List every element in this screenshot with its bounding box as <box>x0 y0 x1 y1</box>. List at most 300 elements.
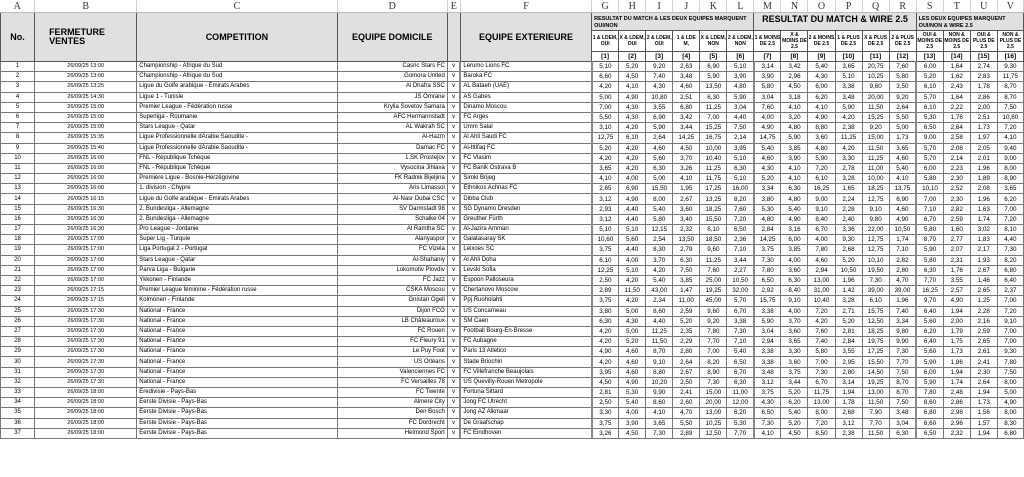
column-letter-e[interactable]: E <box>447 0 460 13</box>
odds-cell[interactable]: 9,00 <box>916 133 943 143</box>
odds-cell[interactable]: 2,52 <box>943 184 970 194</box>
odds-cell[interactable]: 10,50 <box>727 275 754 285</box>
odds-cell[interactable]: 6,90 <box>619 184 646 194</box>
column-letter-l[interactable]: L <box>727 0 754 13</box>
competition-cell[interactable]: Championship - Afrique du Sud <box>137 62 337 72</box>
match-number[interactable]: 3 <box>1 82 35 92</box>
odds-cell[interactable]: 5,60 <box>916 316 943 326</box>
table-row[interactable] <box>1 326 1024 336</box>
odds-cell[interactable]: 6,30 <box>673 255 700 265</box>
odds-cell[interactable]: 1,64 <box>943 92 970 102</box>
match-number[interactable]: 32 <box>1 377 35 387</box>
odds-cell[interactable]: 6,80 <box>997 428 1023 438</box>
odds-cell[interactable]: 4,30 <box>646 82 673 92</box>
table-row[interactable] <box>1 357 1024 367</box>
odds-cell[interactable]: 1,56 <box>970 408 997 418</box>
odds-cell[interactable]: 2,65 <box>970 286 997 296</box>
odds-cell[interactable]: 1,73 <box>889 133 916 143</box>
odds-cell[interactable]: 17,25 <box>862 347 889 357</box>
odds-cell[interactable]: 4,40 <box>646 316 673 326</box>
odds-cell[interactable]: 2,59 <box>970 326 997 336</box>
odds-cell[interactable]: 4,50 <box>673 143 700 153</box>
odds-cell[interactable]: 7,30 <box>889 347 916 357</box>
odds-cell[interactable]: 6,50 <box>754 408 781 418</box>
odds-cell[interactable]: 6,70 <box>727 306 754 316</box>
match-number[interactable]: 9 <box>1 143 35 153</box>
odds-cell[interactable]: 2,54 <box>646 235 673 245</box>
table-row[interactable] <box>1 265 1024 275</box>
away-team-cell[interactable]: AL Bataeh (UAE) <box>460 82 591 92</box>
column-letter-h[interactable]: H <box>619 0 646 13</box>
odds-cell[interactable]: 3,12 <box>592 194 619 204</box>
odds-cell[interactable]: 2,08 <box>943 143 970 153</box>
odds-cell[interactable]: 1,46 <box>970 275 997 285</box>
competition-cell[interactable]: FNL - République Tchèque <box>137 163 337 173</box>
odds-cell[interactable]: 8,70 <box>646 347 673 357</box>
odds-cell[interactable]: 2,78 <box>835 163 862 173</box>
odds-cell[interactable]: 5,90 <box>835 102 862 112</box>
odds-cell[interactable]: 4,00 <box>619 255 646 265</box>
odds-cell[interactable]: 5,90 <box>808 153 835 163</box>
odds-cell[interactable]: 16,75 <box>700 133 727 143</box>
odds-cell[interactable]: 3,14 <box>835 377 862 387</box>
odds-cell[interactable]: 1,94 <box>943 306 970 316</box>
away-team-cell[interactable]: FC Arges <box>460 112 591 122</box>
odds-cell[interactable]: 6,30 <box>727 377 754 387</box>
match-number[interactable]: 11 <box>1 163 35 173</box>
odds-cell[interactable]: 6,50 <box>754 275 781 285</box>
odds-cell[interactable]: 6,40 <box>997 275 1023 285</box>
home-team-cell[interactable]: FC Twente <box>337 388 447 398</box>
odds-cell[interactable]: 2,59 <box>943 214 970 224</box>
odds-cell[interactable]: 3,48 <box>835 92 862 102</box>
odds-cell[interactable]: 1,94 <box>835 388 862 398</box>
odds-cell[interactable]: 3,60 <box>808 133 835 143</box>
table-row[interactable] <box>1 184 1024 194</box>
column-letter-p[interactable]: P <box>835 0 862 13</box>
odds-cell[interactable]: 6,50 <box>727 225 754 235</box>
odds-cell[interactable]: 6,70 <box>808 225 835 235</box>
column-letter-u[interactable]: U <box>970 0 997 13</box>
odds-cell[interactable]: 10,60 <box>592 235 619 245</box>
odds-cell[interactable]: 2,32 <box>943 428 970 438</box>
odds-cell[interactable]: 3,65 <box>592 163 619 173</box>
odds-cell[interactable]: 1,94 <box>970 428 997 438</box>
vs-cell[interactable]: v <box>447 204 460 214</box>
table-row[interactable] <box>1 255 1024 265</box>
odds-cell[interactable]: 7,70 <box>889 357 916 367</box>
odds-cell[interactable]: 3,70 <box>781 316 808 326</box>
match-number[interactable]: 2 <box>1 72 35 82</box>
odds-cell[interactable]: 6,00 <box>808 82 835 92</box>
odds-cell[interactable]: 10,40 <box>808 296 835 306</box>
home-team-cell[interactable]: FC Versailles 78 <box>337 377 447 387</box>
odds-cell[interactable]: 6,20 <box>727 408 754 418</box>
away-team-cell[interactable]: Greuther Fürth <box>460 214 591 224</box>
odds-cell[interactable]: 7,00 <box>592 102 619 112</box>
odds-cell[interactable]: 2,82 <box>889 255 916 265</box>
odds-cell[interactable]: 3,90 <box>727 72 754 82</box>
odds-cell[interactable]: 3,02 <box>970 225 997 235</box>
odds-cell[interactable]: 5,70 <box>916 153 943 163</box>
odds-cell[interactable]: 4,90 <box>619 377 646 387</box>
odds-cell[interactable]: 5,80 <box>646 214 673 224</box>
home-team-cell[interactable]: CSKA Moscou <box>337 286 447 296</box>
odds-cell[interactable]: 4,30 <box>754 163 781 173</box>
odds-cell[interactable]: 11,75 <box>700 174 727 184</box>
odds-cell[interactable]: 4,90 <box>889 214 916 224</box>
competition-cell[interactable]: Kolmonen - Finlande <box>137 296 337 306</box>
odds-cell[interactable]: 5,20 <box>835 255 862 265</box>
odds-cell[interactable]: 2,96 <box>943 418 970 428</box>
odds-cell[interactable]: 2,28 <box>970 306 997 316</box>
odds-cell[interactable]: 4,20 <box>619 275 646 285</box>
odds-cell[interactable]: 5,80 <box>916 255 943 265</box>
odds-cell[interactable]: 4,50 <box>619 428 646 438</box>
odds-cell[interactable]: 12,75 <box>862 235 889 245</box>
match-number[interactable]: 37 <box>1 428 35 438</box>
odds-cell[interactable]: 7,00 <box>997 296 1023 306</box>
closing-datetime[interactable]: 26/09/25 18:00 <box>35 418 137 428</box>
closing-datetime[interactable]: 26/09/25 13:25 <box>35 82 137 92</box>
odds-cell[interactable]: 4,00 <box>781 306 808 316</box>
odds-cell[interactable]: 9,20 <box>700 316 727 326</box>
odds-cell[interactable]: 4,80 <box>808 143 835 153</box>
odds-cell[interactable]: 3,42 <box>781 62 808 72</box>
odds-cell[interactable]: 5,80 <box>754 82 781 92</box>
vs-cell[interactable]: v <box>447 112 460 122</box>
odds-cell[interactable]: 4,90 <box>997 398 1023 408</box>
table-row[interactable] <box>1 286 1024 296</box>
odds-cell[interactable]: 3,44 <box>673 123 700 133</box>
odds-cell[interactable]: 4,10 <box>781 163 808 173</box>
odds-cell[interactable]: 3,75 <box>754 388 781 398</box>
home-team-cell[interactable]: Helmond Sport <box>337 428 447 438</box>
odds-cell[interactable]: 6,00 <box>916 163 943 173</box>
odds-cell[interactable]: 9,10 <box>646 357 673 367</box>
competition-cell[interactable]: Eredivisie - Pays-Bas <box>137 388 337 398</box>
odds-cell[interactable]: 7,30 <box>700 377 727 387</box>
match-number[interactable]: 23 <box>1 286 35 296</box>
competition-cell[interactable]: National - France <box>137 337 337 347</box>
odds-cell[interactable]: 4,10 <box>592 174 619 184</box>
closing-datetime[interactable]: 26/09/25 16:00 <box>35 174 137 184</box>
odds-cell[interactable]: 12,50 <box>862 316 889 326</box>
closing-datetime[interactable]: 26/09/25 15:35 <box>35 133 137 143</box>
odds-cell[interactable]: 6,80 <box>916 408 943 418</box>
odds-cell[interactable]: 6,10 <box>808 174 835 184</box>
odds-cell[interactable]: 3,30 <box>592 408 619 418</box>
home-team-cell[interactable]: Damac FC <box>337 143 447 153</box>
home-team-cell[interactable]: Valenciennes FC <box>337 367 447 377</box>
match-number[interactable]: 33 <box>1 388 35 398</box>
odds-cell[interactable]: 13,50 <box>700 82 727 92</box>
table-row[interactable] <box>1 388 1024 398</box>
away-team-cell[interactable]: Siroki Brijeg <box>460 174 591 184</box>
table-row[interactable] <box>1 92 1024 102</box>
match-number[interactable]: 27 <box>1 326 35 336</box>
odds-cell[interactable]: 2,64 <box>646 133 673 143</box>
odds-cell[interactable]: 8,10 <box>997 225 1023 235</box>
odds-cell[interactable]: 19,25 <box>700 286 727 296</box>
closing-datetime[interactable]: 26/09/25 16:30 <box>35 204 137 214</box>
odds-cell[interactable]: 16,25 <box>808 184 835 194</box>
odds-cell[interactable]: 9,20 <box>646 62 673 72</box>
odds-cell[interactable]: 7,50 <box>889 367 916 377</box>
vs-cell[interactable]: v <box>447 428 460 438</box>
odds-cell[interactable]: 4,20 <box>619 153 646 163</box>
odds-cell[interactable]: 4,30 <box>619 102 646 112</box>
odds-cell[interactable]: 11,50 <box>646 337 673 347</box>
column-letter-o[interactable]: O <box>808 0 835 13</box>
competition-cell[interactable]: Superliga - Roumanie <box>137 112 337 122</box>
odds-cell[interactable]: 4,10 <box>808 102 835 112</box>
odds-cell[interactable]: 5,00 <box>619 306 646 316</box>
odds-cell[interactable]: 2,64 <box>889 102 916 112</box>
odds-cell[interactable]: 6,30 <box>700 92 727 102</box>
odds-cell[interactable]: 43,00 <box>646 286 673 296</box>
competition-cell[interactable]: National - France <box>137 316 337 326</box>
match-number[interactable]: 7 <box>1 123 35 133</box>
odds-cell[interactable]: 2,28 <box>835 204 862 214</box>
odds-cell[interactable]: 7,10 <box>889 245 916 255</box>
odds-cell[interactable]: 5,30 <box>916 112 943 122</box>
odds-cell[interactable]: 2,30 <box>943 194 970 204</box>
odds-cell[interactable]: 10,10 <box>916 184 943 194</box>
vs-cell[interactable]: v <box>447 245 460 255</box>
vs-cell[interactable]: v <box>447 194 460 204</box>
home-team-cell[interactable]: US Orléans <box>337 357 447 367</box>
odds-cell[interactable]: 2,07 <box>943 245 970 255</box>
odds-cell[interactable]: 4,50 <box>781 428 808 438</box>
odds-cell[interactable]: 5,60 <box>646 153 673 163</box>
table-row[interactable] <box>1 133 1024 143</box>
odds-cell[interactable]: 2,51 <box>970 112 997 122</box>
odds-cell[interactable]: 3,85 <box>781 245 808 255</box>
odds-cell[interactable]: 5,10 <box>835 72 862 82</box>
home-team-cell[interactable]: LB Châteauroux <box>337 316 447 326</box>
odds-cell[interactable]: 5,40 <box>646 275 673 285</box>
odds-cell[interactable]: 5,00 <box>592 92 619 102</box>
odds-cell[interactable]: 10,50 <box>889 225 916 235</box>
odds-cell[interactable]: 5,20 <box>781 388 808 398</box>
odds-cell[interactable]: 1,83 <box>970 235 997 245</box>
odds-cell[interactable]: 1,73 <box>970 123 997 133</box>
competition-cell[interactable]: Championship - Afrique du Sud <box>137 72 337 82</box>
odds-cell[interactable]: 12,50 <box>700 428 727 438</box>
odds-cell[interactable]: 9,10 <box>862 204 889 214</box>
odds-cell[interactable]: 1,25 <box>970 296 997 306</box>
odds-cell[interactable]: 18,25 <box>862 184 889 194</box>
odds-cell[interactable]: 2,35 <box>673 326 700 336</box>
odds-cell[interactable]: 1,94 <box>943 367 970 377</box>
match-number[interactable]: 24 <box>1 296 35 306</box>
odds-cell[interactable]: 3,04 <box>754 92 781 102</box>
odds-cell[interactable]: 10,10 <box>862 255 889 265</box>
away-team-cell[interactable]: De Graafschap <box>460 418 591 428</box>
odds-cell[interactable]: 4,80 <box>727 82 754 92</box>
odds-cell[interactable]: 7,10 <box>916 204 943 214</box>
odds-cell[interactable]: 7,20 <box>808 306 835 316</box>
match-number[interactable]: 30 <box>1 357 35 367</box>
closing-datetime[interactable]: 26/09/25 15:00 <box>35 102 137 112</box>
odds-cell[interactable]: 5,80 <box>808 347 835 357</box>
vs-cell[interactable]: v <box>447 398 460 408</box>
odds-cell[interactable]: 4,00 <box>619 408 646 418</box>
odds-cell[interactable]: 7,20 <box>808 418 835 428</box>
odds-cell[interactable]: 4,10 <box>889 174 916 184</box>
odds-cell[interactable]: 3,28 <box>835 296 862 306</box>
odds-cell[interactable]: 8,00 <box>808 408 835 418</box>
odds-cell[interactable]: 11,75 <box>808 388 835 398</box>
home-team-cell[interactable]: FK Radnik Bijeljina <box>337 174 447 184</box>
odds-cell[interactable]: 7,10 <box>727 245 754 255</box>
odds-cell[interactable]: 8,00 <box>997 377 1023 387</box>
odds-cell[interactable]: 3,65 <box>835 62 862 72</box>
odds-cell[interactable]: 16,25 <box>916 286 943 296</box>
away-team-cell[interactable]: Paris 13 Atletico <box>460 347 591 357</box>
home-team-cell[interactable]: FC Fleury 91 <box>337 337 447 347</box>
odds-cell[interactable]: 2,30 <box>970 367 997 377</box>
odds-cell[interactable]: 2,65 <box>970 337 997 347</box>
away-team-cell[interactable]: Galatasaray SK <box>460 235 591 245</box>
odds-cell[interactable]: 2,93 <box>592 204 619 214</box>
odds-cell[interactable]: 7,70 <box>916 275 943 285</box>
odds-cell[interactable]: 5,30 <box>727 418 754 428</box>
away-team-cell[interactable]: Al-Ittifaq FC <box>460 143 591 153</box>
odds-cell[interactable]: 2,00 <box>943 316 970 326</box>
odds-cell[interactable]: 3,38 <box>835 82 862 92</box>
odds-cell[interactable]: 39,00 <box>862 286 889 296</box>
closing-datetime[interactable]: 26/09/25 17:00 <box>35 255 137 265</box>
odds-cell[interactable]: 12,15 <box>646 225 673 235</box>
odds-cell[interactable]: 5,00 <box>889 123 916 133</box>
odds-cell[interactable]: 15,25 <box>700 123 727 133</box>
match-number[interactable]: 10 <box>1 153 35 163</box>
odds-cell[interactable]: 6,80 <box>673 102 700 112</box>
odds-cell[interactable]: 11,25 <box>700 255 727 265</box>
odds-cell[interactable]: 7,60 <box>700 265 727 275</box>
odds-cell[interactable]: 1,75 <box>943 337 970 347</box>
odds-cell[interactable]: 12,75 <box>862 194 889 204</box>
odds-cell[interactable]: 2,79 <box>673 245 700 255</box>
odds-cell[interactable]: 5,70 <box>916 92 943 102</box>
table-row[interactable] <box>1 163 1024 173</box>
odds-cell[interactable]: 22,00 <box>862 225 889 235</box>
odds-cell[interactable]: 5,50 <box>592 112 619 122</box>
odds-cell[interactable]: 3,36 <box>835 225 862 235</box>
odds-cell[interactable]: 10,40 <box>700 153 727 163</box>
odds-cell[interactable]: 31,00 <box>808 286 835 296</box>
odds-cell[interactable]: 2,36 <box>727 235 754 245</box>
vs-cell[interactable]: v <box>447 214 460 224</box>
odds-cell[interactable]: 7,00 <box>700 347 727 357</box>
odds-cell[interactable]: 4,50 <box>781 82 808 92</box>
odds-cell[interactable]: 2,80 <box>673 347 700 357</box>
odds-cell[interactable]: 7,00 <box>916 194 943 204</box>
home-team-cell[interactable]: AL Wakrah SC <box>337 123 447 133</box>
odds-cell[interactable]: 12,75 <box>592 133 619 143</box>
odds-cell[interactable]: 3,75 <box>754 245 781 255</box>
vs-cell[interactable]: v <box>447 235 460 245</box>
odds-cell[interactable]: 3,95 <box>592 367 619 377</box>
column-letter-t[interactable]: T <box>943 0 970 13</box>
away-team-cell[interactable]: FC Banik Ostrava B <box>460 163 591 173</box>
odds-cell[interactable]: 1,78 <box>835 398 862 408</box>
odds-cell[interactable]: 1,95 <box>673 184 700 194</box>
table-row[interactable] <box>1 245 1024 255</box>
away-team-cell[interactable]: Stade Briochin <box>460 357 591 367</box>
table-row[interactable] <box>1 377 1024 387</box>
odds-cell[interactable]: 5,60 <box>619 235 646 245</box>
odds-cell[interactable]: 4,30 <box>619 316 646 326</box>
away-team-cell[interactable]: US Quevilly-Rouen Metropole <box>460 377 591 387</box>
odds-cell[interactable]: 15,00 <box>700 388 727 398</box>
odds-cell[interactable]: 2,50 <box>592 398 619 408</box>
odds-cell[interactable]: 4,60 <box>646 143 673 153</box>
odds-cell[interactable]: 2,82 <box>943 204 970 214</box>
odds-cell[interactable]: 8,40 <box>808 214 835 224</box>
odds-cell[interactable]: 7,20 <box>727 214 754 224</box>
odds-cell[interactable]: 4,40 <box>727 112 754 122</box>
odds-cell[interactable]: 4,90 <box>808 112 835 122</box>
odds-cell[interactable]: 2,77 <box>943 235 970 245</box>
odds-cell[interactable]: 9,10 <box>781 296 808 306</box>
competition-cell[interactable]: Eerste Divisie - Pays-Bas <box>137 418 337 428</box>
vs-cell[interactable]: v <box>447 275 460 285</box>
odds-cell[interactable]: 7,20 <box>997 306 1023 316</box>
odds-cell[interactable]: 7,30 <box>646 428 673 438</box>
odds-cell[interactable]: 2,60 <box>673 398 700 408</box>
closing-datetime[interactable]: 26/09/25 14:30 <box>35 92 137 102</box>
odds-cell[interactable]: 5,80 <box>916 174 943 184</box>
odds-cell[interactable]: 4,10 <box>673 174 700 184</box>
odds-cell[interactable]: 7,30 <box>727 326 754 336</box>
closing-datetime[interactable]: 26/09/25 18:00 <box>35 428 137 438</box>
match-number[interactable]: 31 <box>1 367 35 377</box>
odds-cell[interactable]: 5,90 <box>916 245 943 255</box>
odds-cell[interactable]: 4,30 <box>619 112 646 122</box>
odds-cell[interactable]: 3,75 <box>592 296 619 306</box>
odds-cell[interactable]: 2,64 <box>970 377 997 387</box>
odds-cell[interactable]: 4,70 <box>889 275 916 285</box>
odds-cell[interactable]: 9,80 <box>862 214 889 224</box>
column-letter-i[interactable]: I <box>646 0 673 13</box>
odds-cell[interactable]: 2,84 <box>754 225 781 235</box>
odds-cell[interactable]: 2,24 <box>835 194 862 204</box>
table-row[interactable] <box>1 225 1024 235</box>
odds-cell[interactable]: 4,20 <box>619 143 646 153</box>
away-team-cell[interactable]: US Concarneau <box>460 306 591 316</box>
odds-cell[interactable]: 4,40 <box>619 214 646 224</box>
odds-cell[interactable]: 2,94 <box>754 337 781 347</box>
closing-datetime[interactable]: 26/09/25 15:00 <box>35 123 137 133</box>
match-number[interactable]: 15 <box>1 204 35 214</box>
odds-cell[interactable]: 8,70 <box>889 377 916 387</box>
odds-cell[interactable]: 7,90 <box>862 408 889 418</box>
odds-cell[interactable]: 4,90 <box>619 92 646 102</box>
odds-cell[interactable]: 3,65 <box>997 184 1023 194</box>
odds-cell[interactable]: 9,40 <box>997 143 1023 153</box>
home-team-cell[interactable]: AFC Hermannstadt <box>337 112 447 122</box>
competition-cell[interactable]: Liga Portugal 2 - Portugal <box>137 245 337 255</box>
table-row[interactable] <box>1 82 1024 92</box>
odds-cell[interactable]: 5,30 <box>619 388 646 398</box>
odds-cell[interactable]: 1,73 <box>943 347 970 357</box>
odds-cell[interactable]: 4,20 <box>592 82 619 92</box>
table-row[interactable] <box>1 194 1024 204</box>
odds-cell[interactable]: 5,10 <box>619 265 646 275</box>
